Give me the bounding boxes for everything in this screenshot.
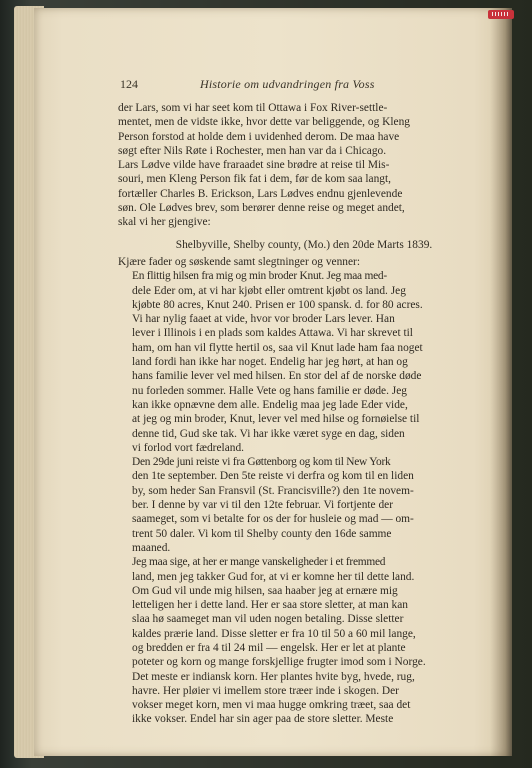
text-line: hans familie lever vel med hilsen. En stor del af de norske døde <box>132 370 422 383</box>
text-line: maaned. <box>132 541 171 554</box>
text-line: kaldes prærie land. Disse sletter er fra 10 til 50 a 60 mil lange, <box>132 627 416 640</box>
text-line: denne tid, Gud ske tak. Vi har ikke været syge en dag, siden <box>132 427 405 440</box>
paragraph-letter-3 <box>118 555 490 727</box>
text-line: Person forstod at holde dem i uvidenhed derom. De maa have <box>118 130 400 143</box>
text-line: Lars Lødve vilde have fraraadet sine brødre at reise til Mis- <box>118 159 390 172</box>
page-gutter-shadow <box>490 8 512 756</box>
text-line: Shelbyville, Shelby county, (Mo.) den 20de Marts 1839. <box>175 238 433 251</box>
text-line: souri, men Kleng Person fik fat i dem, før de kom saa langt, <box>118 173 391 186</box>
text-line: vi forlod vort fædreland. <box>132 441 244 454</box>
text-line: slaa hø saameget man vil uden nogen betaling. Disse sletter <box>132 613 404 626</box>
text-line: Om Gud vil unde mig hilsen, saa haaber jeg at ernære mig <box>132 584 398 597</box>
body-text <box>118 101 490 727</box>
text-line: poteter og korn og mange forskjellige frugter imod som i Norge. <box>132 656 426 669</box>
text-line: at jeg og min broder, Knut, lever vel med hilse og fornøielse til <box>132 413 420 426</box>
text-line: Vi har nylig faaet at vide, hvor vor broder Lars lever. Han <box>132 313 395 326</box>
text-line: ber. I denne by var vi til den 12te februar. Vi fortjente der <box>132 499 393 512</box>
text-line: trent 50 daler. Vi kom til Shelby county den 16de samme <box>132 527 392 540</box>
text-line: land fordi han ikke har noget. Endelig har jeg hørt, at han og <box>132 356 408 369</box>
text-line: kan ikke opnævne dem alle. Endelig maa jeg lade Eder vide, <box>132 398 408 411</box>
page-header <box>120 77 490 93</box>
text-line: søgt efter Nils Røte i Rochester, men han var da i Chicago. <box>118 144 387 157</box>
text-line: den 1te september. Den 5te reiste vi derfra og kom til en liden <box>132 470 414 483</box>
page-number: 124 <box>120 77 138 91</box>
running-head: Historie om udvandringen fra Voss <box>200 77 375 91</box>
paragraph-letter-2 <box>118 455 490 555</box>
text-line: lever i Illinois i en plads som kaldes Attawa. Vi har skrevet til <box>132 327 413 340</box>
text-line: En flittig hilsen fra mig og min broder Knut. Jeg maa med- <box>132 270 387 283</box>
text-line: mentet, men de vidste ikke, hvor dette var beliggende, og Kleng <box>118 116 410 129</box>
text-line: kjøbte 80 acres, Knut 240. Prisen er 100 spansk. d. for 80 acres. <box>132 298 423 311</box>
text-line: nu forleden sommer. Halle Vete og hans familie er døde. Jeg <box>132 384 407 397</box>
letter-salutation <box>118 255 490 269</box>
text-line: og bredden er fra 4 til 24 mil — engelsk. Her er let at plante <box>132 641 406 654</box>
text-line: vokser meget korn, men vi maa hugge omkring træet, saa det <box>132 699 411 712</box>
text-line: Det meste er indiansk korn. Her plantes hvite byg, hvede, rug, <box>132 670 415 683</box>
text-line: søn. Ole Lødves brev, som berører denne reise og meget andet, <box>118 202 405 215</box>
text-line: land, men jeg takker Gud for, at vi er komne her til dette land. <box>132 570 415 583</box>
text-line: der Lars, som vi har seet kom til Ottawa i Fox River-settle- <box>118 102 388 114</box>
paragraph-intro <box>118 101 490 230</box>
bookmark-tab <box>488 10 514 19</box>
text-line: Den 29de juni reiste vi fra Gøttenborg og kom til New York <box>132 456 391 469</box>
text-line: ham, om han vil flytte hertil os, saa vil Knut lade ham faa noget <box>132 341 423 354</box>
text-line: havre. Her pløier vi imellem store træer inde i skogen. Der <box>132 684 399 697</box>
letter-dateline <box>118 238 490 252</box>
text-line: fortæller Charles B. Erickson, Lars Lødves endnu gjenlevende <box>118 187 403 200</box>
text-line: Kjære fader og søskende samt slegtninger og venner: <box>118 255 360 268</box>
text-line: by, som heder San Fransvil (St. Francisville?) den 1te novem- <box>132 484 414 497</box>
text-line: saameget, som vi betalte for os der for husleie og mad — om- <box>132 513 414 526</box>
text-line: skal vi her gjengive: <box>118 216 211 229</box>
text-line: ikke vokser. Endel har sin ager paa de store sletter. Meste <box>132 713 394 726</box>
text-line: Jeg maa sige, at her er mange vanskeligheder i et fremmed <box>132 556 386 569</box>
text-line: dele Eder om, at vi har kjøbt eller omtrent kjøbt os land. Jeg <box>132 284 406 297</box>
paragraph-letter-1 <box>118 269 490 455</box>
text-line: letteligen her i dette land. Her er saa store sletter, at man kan <box>132 599 408 612</box>
